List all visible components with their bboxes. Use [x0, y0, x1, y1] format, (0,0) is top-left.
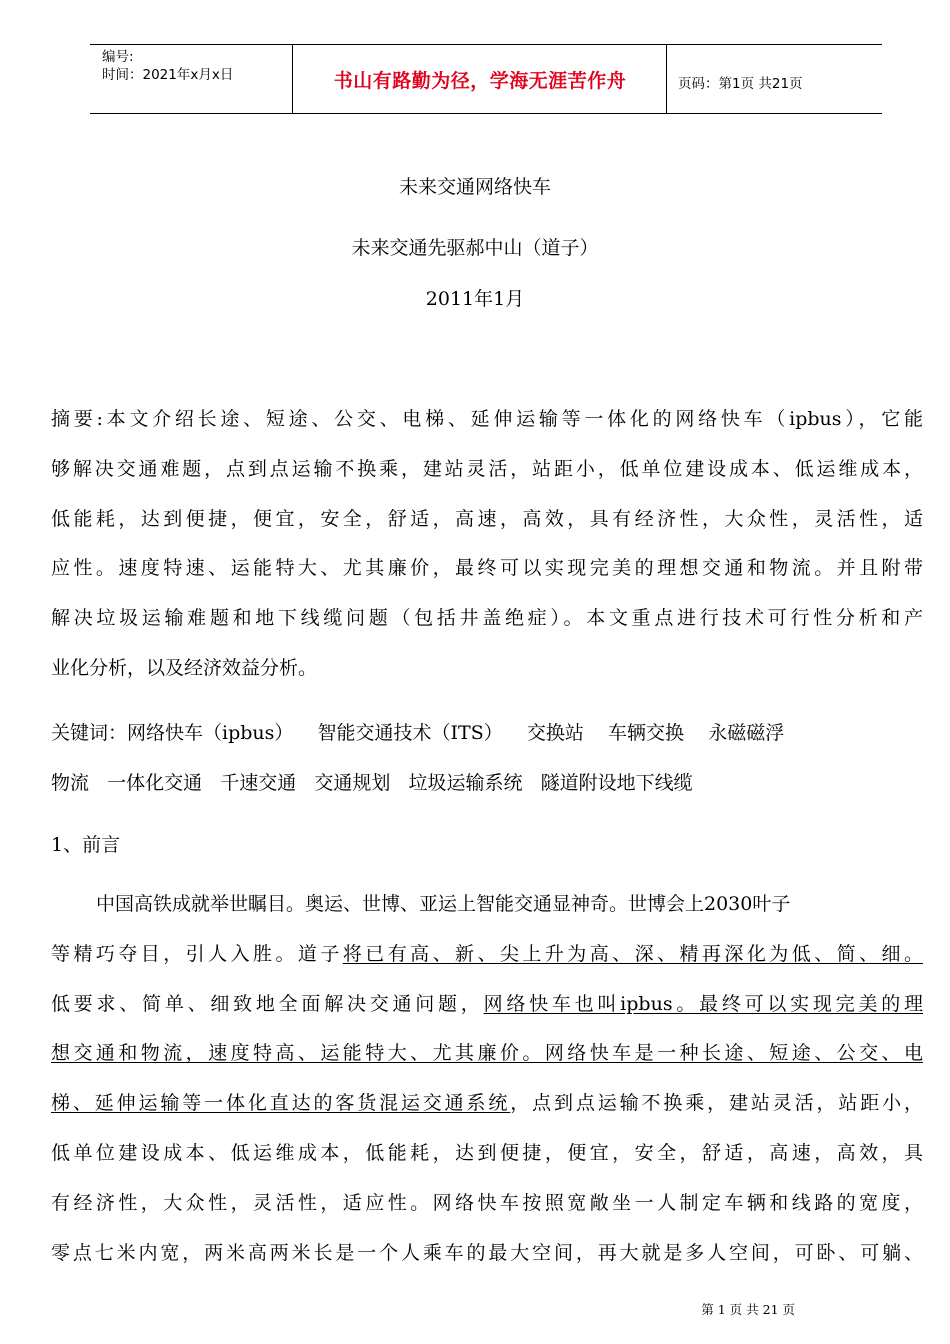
abstract-line: 摘要:本文介绍长途、短途、公交、电梯、延伸运输等一体化的网络快车（ipbus），它能	[51, 408, 923, 430]
underlined-text: 网络快车也叫ipbus。最终可以实现完美的理	[483, 992, 923, 1015]
intro-line: 中国高铁成就举世瞩目。奥运、世博、亚运上智能交通显神奇。世博会上2030叶子	[96, 893, 791, 915]
header-divider-right	[666, 44, 667, 114]
intro-line: 等精巧夺目，引人入胜。道子将已有高、新、尖上升为高、深、精再深化为低、简、细。	[51, 942, 923, 965]
underlined-text: 将已有高、新、尖上升为高、深、精再深化为低、简、细。	[342, 942, 923, 965]
intro-line: 想交通和物流，速度特高、运能特大、尤其廉价。网络快车是一种长途、短途、公交、电	[51, 1042, 923, 1065]
intro-line: 有经济性，大众性，灵活性，适应性。网络快车按照宽敞坐一人制定车辆和线路的宽度，	[51, 1191, 923, 1214]
document-date: 2011年1月	[425, 288, 525, 310]
header-meta	[102, 48, 233, 84]
intro-line: 零点七米内宽，两米高两米长是一个人乘车的最大空间，再大就是多人空间，可卧、可躺、	[51, 1241, 923, 1264]
abstract	[51, 395, 923, 694]
header-top-rule	[90, 44, 882, 45]
document-title: 未来交通网络快车	[398, 176, 551, 198]
page-footer: 第 1 页 共 21 页	[701, 1302, 795, 1317]
time-label: 时间：2021年x月x日	[102, 67, 234, 83]
intro-line: 低要求、简单、细致地全面解决交通问题，网络快车也叫ipbus。最终可以实现完美的理	[51, 992, 923, 1015]
document-author: 未来交通先驱郝中山（道子）	[351, 237, 599, 259]
header-divider-left	[292, 44, 293, 114]
keywords-line-1: 关键词：网络快车（ipbus） 智能交通技术（ITS） 交换站 车辆交换 永磁磁浮	[51, 722, 785, 744]
intro-paragraph	[51, 880, 923, 1278]
page-header	[90, 44, 882, 114]
header-motto: 书山有路勤为径，学海无涯苦作舟	[333, 70, 627, 92]
abstract-line: 应性。速度特速、运能特大、尤其廉价，最终可以实现完美的理想交通和物流。并且附带	[51, 557, 923, 580]
keywords-line-2: 物流 一体化交通 千速交通 交通规划 垃圾运输系统 隧道附设地下线缆	[51, 772, 693, 794]
abstract-line: 业化分析，以及经济效益分析。	[51, 656, 318, 679]
serial-label: 编号:	[102, 49, 134, 65]
section-heading: 1、前言	[51, 834, 121, 856]
intro-line: 低单位建设成本、低运维成本，低能耗，达到便捷，便宜，安全，舒适，高速，高效，具	[51, 1141, 923, 1164]
abstract-line: 够解决交通难题，点到点运输不换乘，建站灵活，站距小，低单位建设成本、低运维成本，	[51, 457, 923, 480]
abstract-line: 解决垃圾运输难题和地下线缆问题（包括井盖绝症）。本文重点进行技术可行性分析和产	[51, 607, 923, 630]
header-page-info: 页码：第1页 共21页	[678, 76, 803, 92]
underlined-text: 梯、延伸运输等一体化直达的客货混运交通系统	[51, 1092, 511, 1115]
intro-line: 梯、延伸运输等一体化直达的客货混运交通系统，点到点运输不换乘，建站灵活，站距小，	[51, 1092, 923, 1115]
abstract-line: 低能耗，达到便捷，便宜，安全，舒适，高速，高效，具有经济性，大众性，灵活性，适	[51, 507, 923, 530]
header-bottom-rule	[90, 113, 882, 114]
